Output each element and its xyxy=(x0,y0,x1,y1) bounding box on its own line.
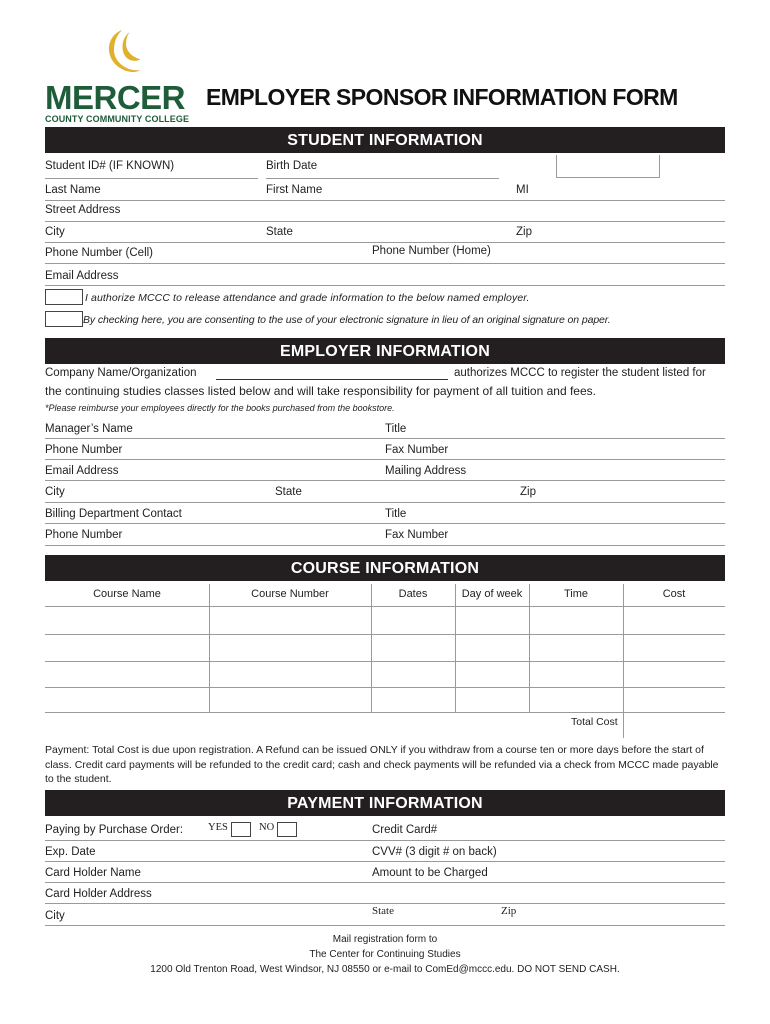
footer xyxy=(45,932,725,977)
zip-label: Zip xyxy=(516,226,532,238)
payment-note: Payment: Total Cost is due upon registration. A Refund can be issued ONLY if you withdraw from a course ten or more days before the start of class. Credit card payments will be refunded to the credit card; cash and check payments will be refunded via a check from MCCC made payable to the student. xyxy=(45,744,719,785)
footer-line-3: 1200 Old Trenton Road, West Windsor, NJ 08550 or e-mail to ComEd@mccc.edu. DO NOT SEND CASH. xyxy=(150,964,620,975)
last-name-label: Last Name xyxy=(45,184,101,196)
email-field[interactable] xyxy=(45,285,725,286)
footer-line-2: The Center for Continuing Studies xyxy=(309,949,461,960)
street-address-label: Street Address xyxy=(45,204,121,216)
no-checkbox[interactable] xyxy=(277,822,297,837)
form-title: EMPLOYER SPONSOR INFORMATION FORM xyxy=(206,84,678,110)
first-name-label: First Name xyxy=(266,184,323,196)
manager-title-label: Title xyxy=(385,423,407,435)
logo-wordmark: MERCER xyxy=(45,79,186,116)
col-cost: Cost xyxy=(662,588,686,600)
birth-date-label: Birth Date xyxy=(266,160,318,172)
employer-state-label: State xyxy=(275,486,302,498)
col-time: Time xyxy=(563,588,589,600)
student-id-field[interactable] xyxy=(45,178,258,179)
birth-date-field[interactable] xyxy=(266,178,499,179)
authorize-text: I authorize MCCC to release attendance and grade information to the below named employer. xyxy=(85,292,530,304)
employer-fax-label: Fax Number xyxy=(385,444,449,456)
yes-checkbox[interactable] xyxy=(231,822,251,837)
exp-date-label: Exp. Date xyxy=(45,846,96,858)
payment-state-label: State xyxy=(372,905,394,917)
cvv-label: CVV# (3 digit # on back) xyxy=(372,846,497,858)
phone-home-label: Phone Number (Home) xyxy=(372,245,491,257)
credit-card-label: Credit Card# xyxy=(372,824,438,836)
payment-city-field[interactable] xyxy=(45,925,725,926)
card-holder-address-label: Card Holder Address xyxy=(45,888,152,900)
table-row[interactable] xyxy=(45,634,725,635)
billing-phone-label: Phone Number xyxy=(45,529,123,541)
credit-card-field[interactable] xyxy=(45,840,725,841)
city-label: City xyxy=(45,226,65,238)
employer-city-field[interactable] xyxy=(45,502,725,503)
purchase-order-label: Paying by Purchase Order: xyxy=(45,824,184,836)
employer-phone-field[interactable] xyxy=(45,459,725,460)
street-address-field[interactable] xyxy=(45,221,725,222)
employer-zip-label: Zip xyxy=(520,486,536,498)
consent-checkbox[interactable] xyxy=(45,311,83,327)
birth-date-box[interactable] xyxy=(556,155,660,178)
mailing-address-label: Mailing Address xyxy=(385,465,467,477)
email-label: Email Address xyxy=(45,270,119,282)
student-section-header: STUDENT INFORMATION xyxy=(45,127,725,153)
no-label: NO xyxy=(259,822,275,833)
employer-email-field[interactable] xyxy=(45,480,725,481)
total-cost-label: Total Cost xyxy=(571,716,618,728)
phone-field[interactable] xyxy=(45,263,725,264)
course-section-header: COURSE INFORMATION xyxy=(45,555,725,581)
authorize-checkbox[interactable] xyxy=(45,289,83,305)
company-field[interactable] xyxy=(216,379,448,380)
table-row[interactable] xyxy=(45,687,725,688)
employer-city-label: City xyxy=(45,486,65,498)
card-holder-field[interactable] xyxy=(45,882,725,883)
employer-phone-label: Phone Number xyxy=(45,444,123,456)
billing-title-label: Title xyxy=(385,508,407,520)
yes-label: YES xyxy=(208,822,228,833)
reimburse-note: *Please reimburse your employees directly for the books purchased from the bookstore. xyxy=(45,403,395,413)
card-holder-label: Card Holder Name xyxy=(45,867,141,879)
student-id-label: Student ID# (IF KNOWN) xyxy=(45,160,175,172)
col-dates: Dates xyxy=(398,588,428,600)
payment-section-header: PAYMENT INFORMATION xyxy=(45,790,725,816)
payment-city-label: City xyxy=(45,910,65,922)
footer-line-1: Mail registration form to xyxy=(332,934,438,945)
total-cost-field[interactable] xyxy=(623,712,725,738)
billing-phone-field[interactable] xyxy=(45,545,725,546)
city-state-zip-field[interactable] xyxy=(45,242,725,243)
amount-label: Amount to be Charged xyxy=(372,867,488,879)
mi-label: MI xyxy=(516,184,529,196)
billing-fax-label: Fax Number xyxy=(385,529,449,541)
phone-cell-label: Phone Number (Cell) xyxy=(45,247,154,259)
course-table xyxy=(45,584,725,712)
authorizes-text: authorizes MCCC to register the student listed for xyxy=(454,367,706,379)
col-course-number: Course Number xyxy=(251,588,329,600)
state-label: State xyxy=(266,226,293,238)
logo-subtitle: COUNTY COMMUNITY COLLEGE xyxy=(45,114,190,124)
name-field[interactable] xyxy=(45,200,725,201)
manager-field[interactable] xyxy=(45,438,725,439)
employer-section-header: EMPLOYER INFORMATION xyxy=(45,338,725,364)
college-logo xyxy=(45,28,195,123)
consent-text: By checking here, you are consenting to the use of your electronic signature in lieu of an original signature on paper. xyxy=(83,314,611,326)
exp-cvv-field[interactable] xyxy=(45,861,725,862)
card-holder-address-field[interactable] xyxy=(45,903,725,904)
manager-name-label: Manager’s Name xyxy=(45,423,133,435)
employer-email-label: Email Address xyxy=(45,465,119,477)
company-label: Company Name/Organization xyxy=(45,367,197,379)
billing-field[interactable] xyxy=(45,523,725,524)
table-row[interactable] xyxy=(45,661,725,662)
crescent-icon xyxy=(100,28,140,78)
payment-zip-label: Zip xyxy=(501,905,517,917)
responsibility-text: the continuing studies classes listed below and will take responsibility for payment of all tuition and fees. xyxy=(45,384,596,398)
col-day-of-week: Day of week xyxy=(461,588,523,600)
billing-contact-label: Billing Department Contact xyxy=(45,508,182,520)
col-course-name: Course Name xyxy=(93,588,161,600)
